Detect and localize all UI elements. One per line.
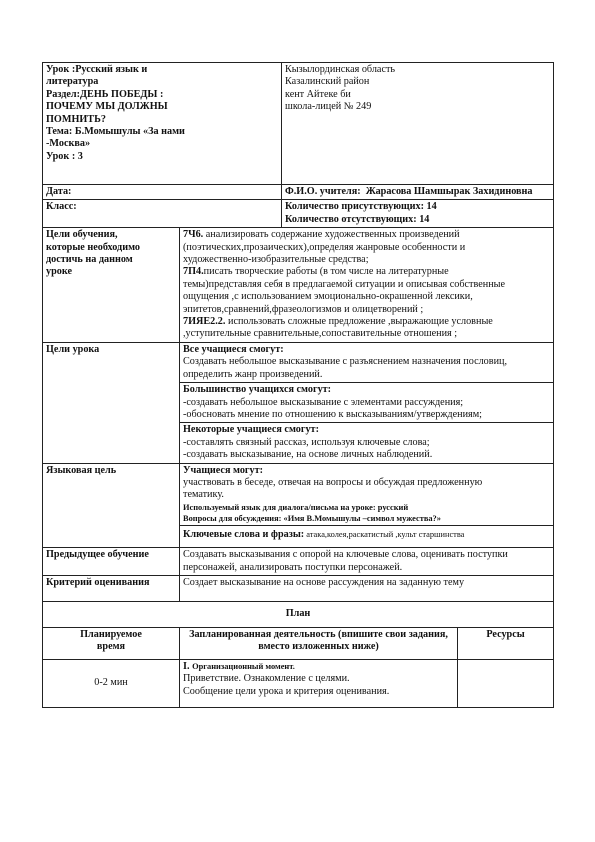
plan-row-activity: I. Организационный момент. Приветствие. Ознакомление с целями. Сообщение цели урока и критерия оценивания. <box>180 659 458 707</box>
goals-all-cell: Все учащиеся смогут: Создавать небольшое высказывание с разъяснением назначения пословиц, определить жанр произведений. <box>180 342 554 382</box>
lesson-plan-page <box>42 62 553 708</box>
lesson-goals-row-all <box>43 342 554 382</box>
plan-header-row <box>43 627 554 659</box>
school-settlement: кент Айтеке би <box>285 88 351 100</box>
criteria-content: Создает высказывание на основе рассуждения на заданную тему <box>180 575 554 601</box>
learning-goals-content: 7Ч6. анализировать содержание художественных произведений (поэтических,прозаических),определяя жанровые особенности и художественно-изобразительные средства; 7П4.писать творческие работы (в том числе на литературные темы)представляя себя в предлагаемой ситуации и описывая собственные ощущения ,с использованием эмоционально-окрашенной лексики, эпитетов,сравнений,фразеологизмов и олицетворений ; 7ИЯЕ2.2. использовать сложные предложение ,выражающие условные ,уступительные сравнительные,сопоставительные отношения ; <box>180 228 554 343</box>
date-row <box>43 185 554 200</box>
goal-item: 7ИЯЕ2.2. использовать сложные предложение ,выражающие условные <box>183 316 493 328</box>
school-district: Казалинский район <box>285 76 370 88</box>
section-title: Раздел:ДЕНЬ ПОБЕДЫ : ПОЧЕМУ МЫ ДОЛЖНЫ ПОМНИТЬ? <box>46 88 168 125</box>
plan-activity-header: Запланированная деятельность (впишите свои задания, вместо изложенных ниже) <box>180 627 458 659</box>
keywords-cell <box>180 525 554 547</box>
keywords-value: атака,колея,раскатистый ,культ старшинства <box>304 529 465 539</box>
present-count: Количество присутствующих: 14 <box>285 201 437 213</box>
previous-learning-label: Предыдущее обучение <box>43 548 180 576</box>
plan-title-row <box>43 601 554 627</box>
teacher-label: Ф.И.О. учителя: <box>285 186 361 197</box>
absent-count: Количество отсутствующих: 14 <box>285 213 430 225</box>
plan-title: План <box>43 601 554 627</box>
discussion-questions: Вопросы для обсуждения: «Имя В.Момышулы –символ мужества?» <box>183 513 441 523</box>
school-info-cell <box>282 63 554 185</box>
header-row <box>43 63 554 185</box>
goal-item: 7П4.писать творческие работы (в том числе на литературные <box>183 266 449 278</box>
plan-time-header: Планируемое время <box>43 627 180 659</box>
language-goal-label: Языковая цель <box>43 463 180 548</box>
goals-most-title: Большинство учащихся смогут: <box>183 384 332 396</box>
school-name: школа-лицей № 249 <box>285 101 372 113</box>
plan-resources-header: Ресурсы <box>458 627 554 659</box>
plan-row-heading: Организационный момент. <box>192 661 295 671</box>
class-label: Класс: <box>46 201 77 213</box>
goals-some-title: Некоторые учащиеся смогут: <box>183 424 319 436</box>
topic-title: Тема: Б.Момышулы «За нами -Москва» <box>46 126 185 150</box>
plan-row <box>43 659 554 707</box>
goals-all-title: Все учащиеся смогут: <box>183 343 284 355</box>
lesson-title: Урок :Русский язык и литература <box>46 64 148 88</box>
keywords-label: Ключевые слова и фразы: <box>183 528 305 540</box>
learning-goals-label: Цели обучения, которые необходимо достичь на данном уроке <box>43 228 180 343</box>
lesson-number: Урок : 3 <box>46 150 83 162</box>
goals-some-cell: Некоторые учащиеся смогут: -составлять связный рассказ, используя ключевые слова; -создавать высказывание, на основе личных наблюдений. <box>180 423 554 463</box>
goals-most-cell: Большинство учащихся смогут: -создавать небольшое высказывание с элементами рассуждения; -обосновать мнение по отношению к высказываниям/утверждениям; <box>180 383 554 423</box>
lesson-info-cell <box>43 63 282 185</box>
plan-row-time: 0-2 мин <box>43 659 180 707</box>
previous-learning-row <box>43 548 554 576</box>
criteria-label: Критерий оценивания <box>43 575 180 601</box>
language-goal-row <box>43 463 554 525</box>
class-row <box>43 200 554 228</box>
teacher-name: Жарасова Шамшырак Захидиновна <box>365 186 533 197</box>
language-used: Используемый язык для диалога/письма на уроке: русский <box>183 502 409 512</box>
school-region: Кызылординская область <box>285 64 396 75</box>
lesson-goals-label: Цели урока <box>43 342 180 463</box>
goal-item: 7Ч6. анализировать содержание художественных произведений <box>183 229 460 241</box>
criteria-row <box>43 575 554 601</box>
previous-learning-content: Создавать высказывания с опорой на ключевые слова, оценивать поступки персонажей, анализировать поступки персонажей. <box>180 548 554 576</box>
learning-goals-row <box>43 228 554 343</box>
plan-row-resources <box>458 659 554 707</box>
date-label: Дата: <box>46 186 72 197</box>
lesson-plan-table <box>42 62 554 708</box>
language-goal-content: Учащиеся могут: участвовать в беседе, отвечая на вопросы и обсуждая предложенную тематику. Используемый язык для диалога/письма на уроке: русский Вопросы для обсуждения: «Имя В.Момышулы –символ мужества?» <box>180 463 554 525</box>
language-goal-title: Учащиеся могут: <box>183 464 264 476</box>
